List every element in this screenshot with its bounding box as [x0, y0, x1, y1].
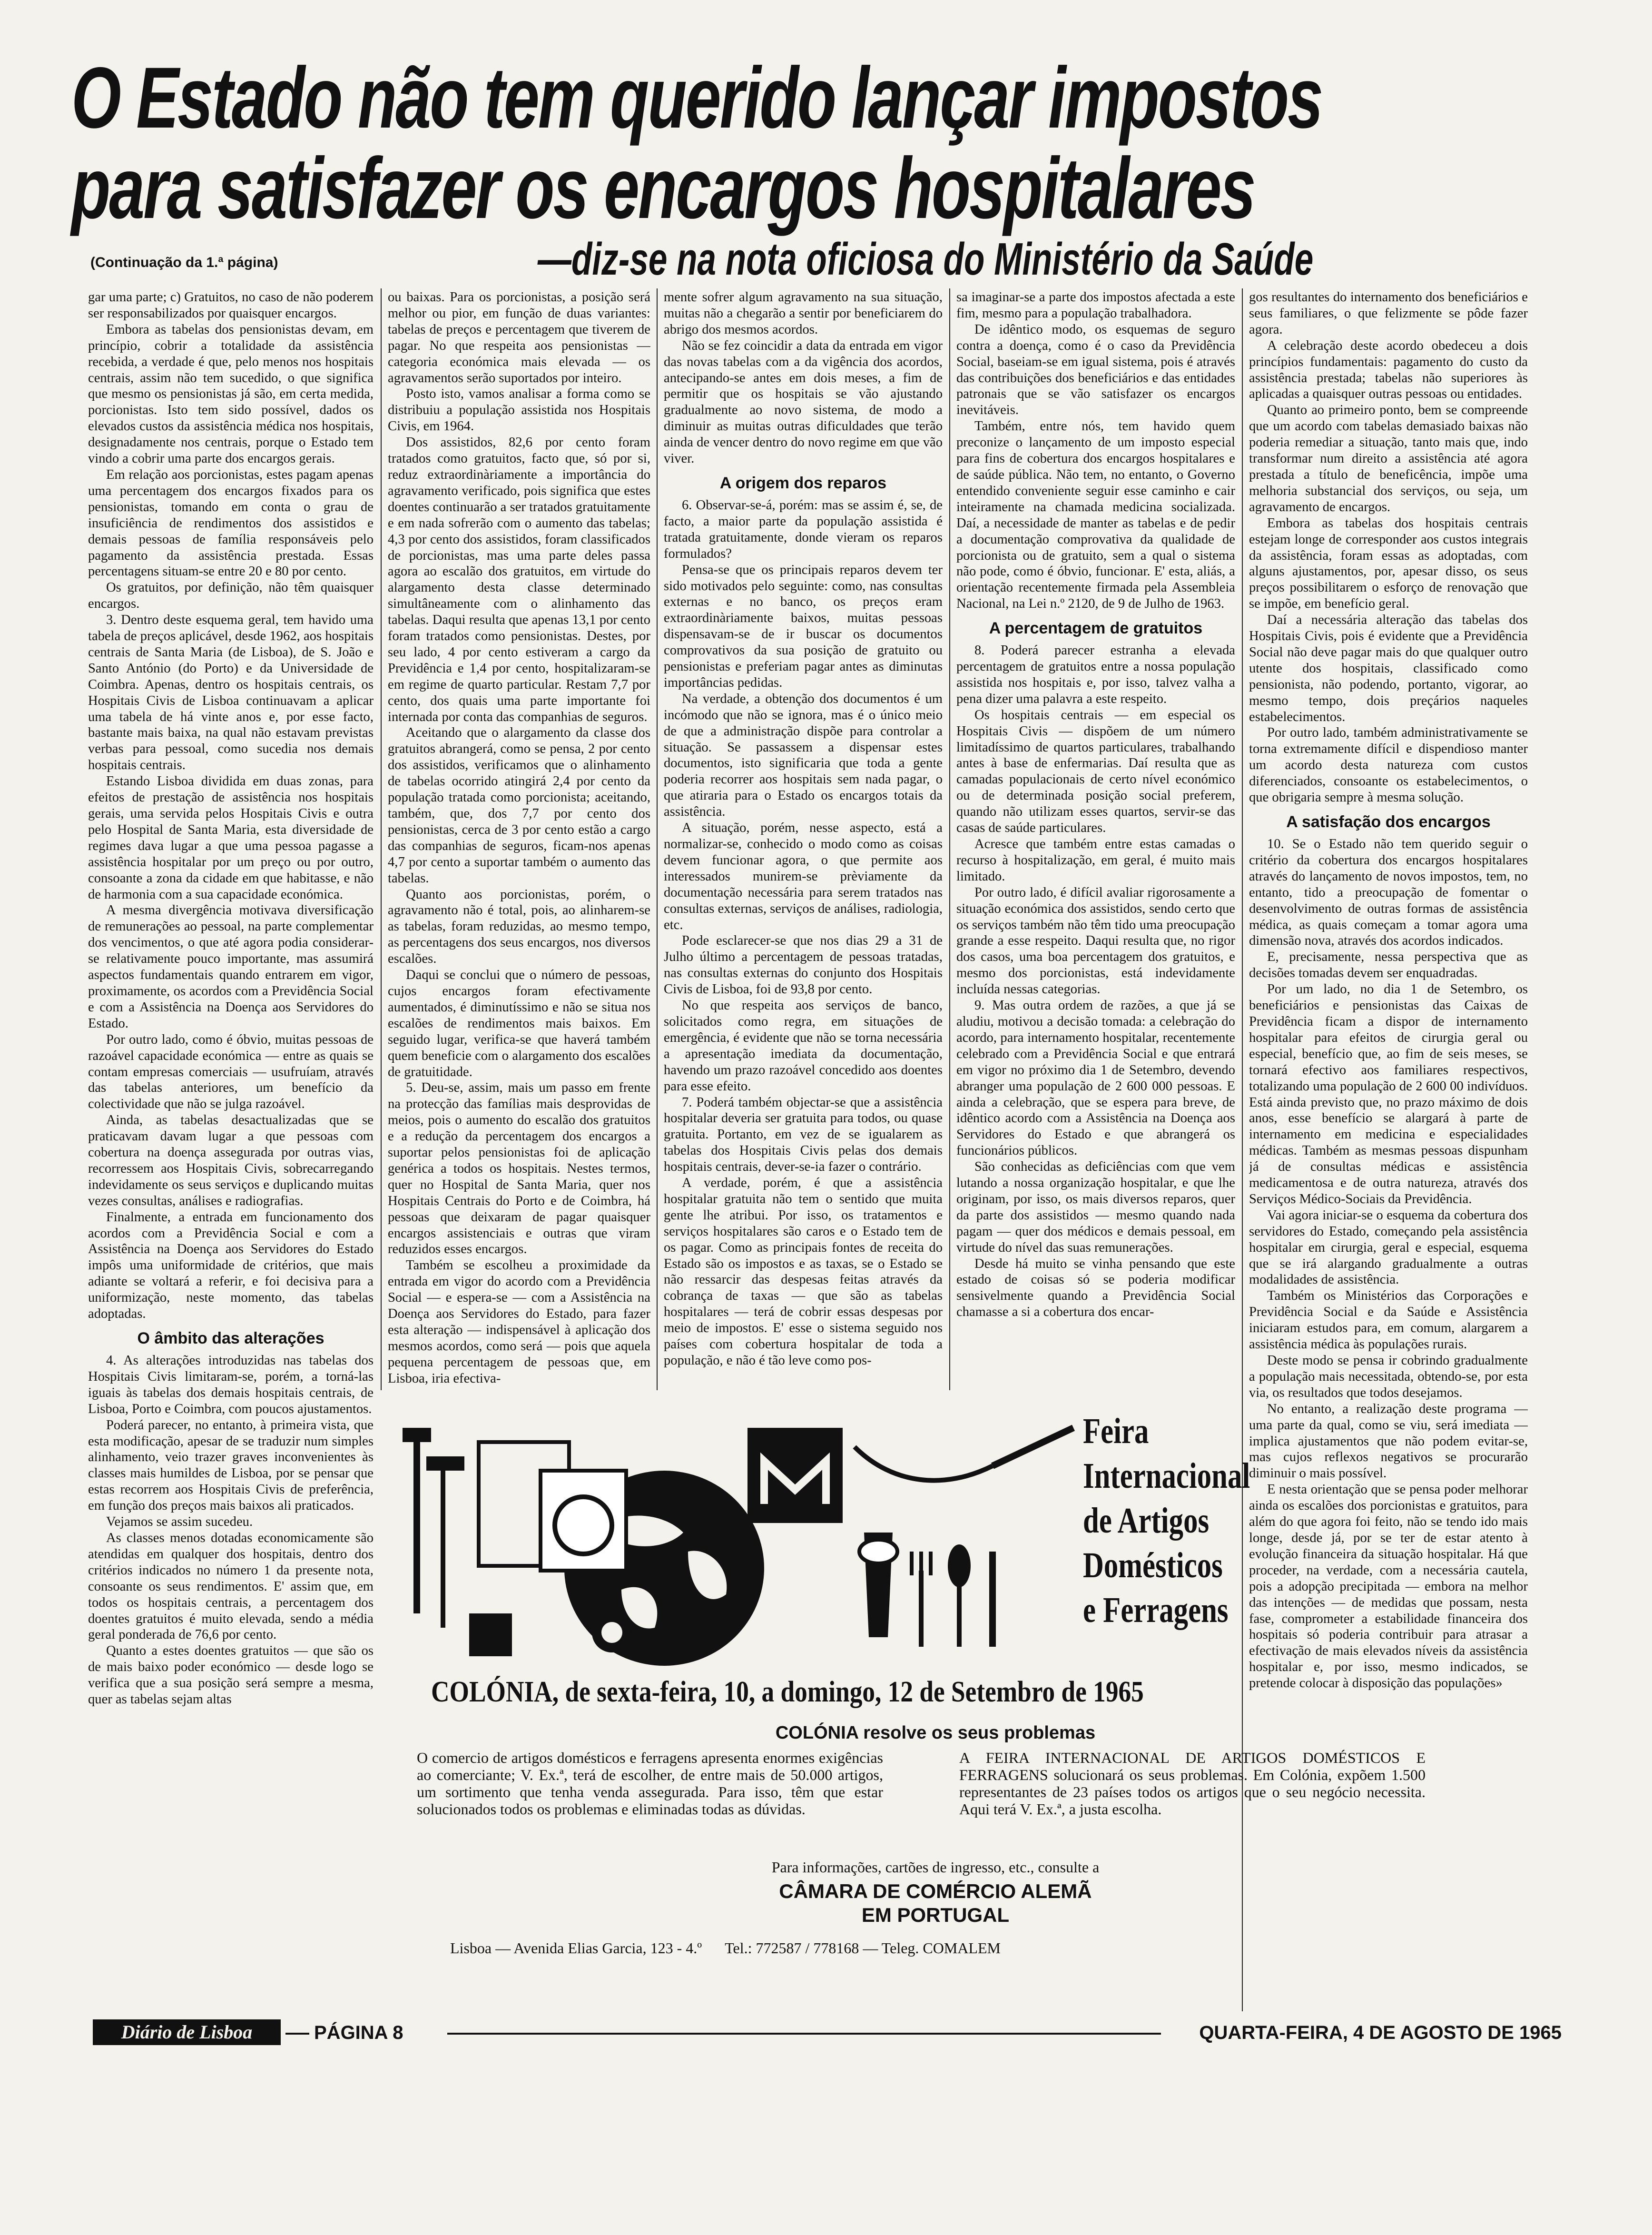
article-paragraph: Os gratuitos, por definição, não têm quaisquer encargos.: [88, 580, 374, 612]
article-paragraph: A mesma divergência motivava diversificação de remunerações ao pessoal, na parte complementar dos vencimentos, o que até agora podia considerar-se relativamente pouco importante, mas assumirá aspectos fundamentais quando entrarem em vigor, proximamente, os acordos com a Previdência Social e com a Assistência na Doença aos Servidores do Estado.: [88, 903, 374, 1031]
article-paragraph: Também, entre nós, tem havido quem preconize o lançamento de um imposto especial para fins de cobertura dos encargos hospitalares e de saúde pública. Não tem, no entanto, o Governo entendido conveniente seguir esse caminho e cair inteiramente na chamada medicina socializada. Daí, a necessidade de manter as tabelas e de pedir a documentação comprovativa da qualidade de porcionista ou de gratuito, sem a qual o sistema não pode, como é óbvio, funcionar. E' esta, aliás, a orientação recentemente firmada pela Assembleia Nacional, na Lei n.º 2120, de 9 de Julho de 1963.: [956, 419, 1235, 612]
article-paragraph: Por outro lado, também administrativamente se torna extremamente difícil e dispendioso manter um acordo desta natureza com custos diferenciados, consoante os estabelecimentos, o que obrigaria sempre à mesma solução.: [1249, 725, 1528, 805]
article-paragraph: gar uma parte; c) Gratuitos, no caso de não poderem ser responsabilizados por quaisquer encargos.: [88, 290, 374, 321]
article-paragraph: São conhecidas as deficiências com que vem lutando a nossa organização hospitalar, e que lhe originam, por isso, os mais diversos reparos, quer da parte dos assistidos — mesmo quando nada pagam — quer dos médicos e demais pessoal, em virtude do nível das suas remunerações.: [956, 1159, 1235, 1255]
section-heading: A origem dos reparos: [719, 474, 887, 492]
fair-name: Feira Internacional de Artigos Domésticos e Ferragens: [1083, 1411, 1250, 1630]
article-paragraph: 7. Poderá também objectar-se que a assistência hospitalar deveria ser gratuita para todos, ou quase gratuita. Portanto, em vez de se igualarem as tabelas dos Hospitais Civis pelas dos demais hospitais centrais, dever-se-ia fazer o contrário.: [664, 1095, 943, 1175]
article-column-1: [88, 289, 374, 2017]
fair-dates: COLÓNIA, de sexta-feira, 10, a domingo, 12 de Setembro de 1965: [431, 1676, 1144, 1708]
article-paragraph: mente sofrer algum agravamento na sua situação, muitas não a chegarão a sentir por beneficiarem do abrigo dos mesmos acordos.: [664, 290, 943, 337]
housewares-illustration: [398, 1409, 1092, 1666]
chamber-name-2: EM PORTUGAL: [861, 1904, 1010, 1926]
article-paragraph: 10. Se o Estado não tem querido seguir o critério da cobertura dos encargos hospitalares através do lançamento de novos impostos, tem, no entanto, tido a preocupação de fomentar o desenvolvimento de outras formas de assistência médica, as quais começam a tomar agora uma dimensão nova, através dos acordos indicados.: [1249, 837, 1528, 949]
article-paragraph: Desde há muito se vinha pensando que este estado de coisas só se poderia modificar sensivelmente quando a Previdência Social chamasse a si a cobertura dos encar-: [956, 1256, 1235, 1320]
article-paragraph: E nesta orientação que se pensa poder melhorar ainda os escalões dos porcionistas e gratuitos, para além do que agora foi feito, não se tendo ido mais longe, desde já, por se ter de estar atento à evolução financeira da situação hospitalar. Há que proceder, na verdade, com a necessária cautela, pois a adopção precipitada — embora na melhor das intenções — de medidas que possam, nesta fase, comprometer a estabilidade financeira dos hospitais só poderia contribuir para atrasar a efectivação de mais elevados níveis da assistência hospitalar e, por isso, mesmo indicados, se pretende colocar à disposição das populações»: [1249, 1482, 1528, 1691]
article-paragraph: A situação, porém, nesse aspecto, está a normalizar-se, conhecido o modo como as coisas devem funcionar agora, o que permite aos interessados munirem-se prèviamente da documentação necessária para serem tratados nas consultas externas, serviços de análises, radiologia, etc.: [664, 821, 943, 932]
article-paragraph: gos resultantes do internamento dos beneficiários e seus familiares, o que felizmente se pôde fazer agora.: [1249, 290, 1528, 337]
article-paragraph: Pode esclarecer-se que nos dias 29 a 31 de Julho último a percentagem de pessoas tratadas, nas consultas externas do conjunto dos Hospitais Civis de Lisboa, foi de 93,8 por cento.: [664, 933, 943, 997]
article-paragraph: 3. Dentro deste esquema geral, tem havido uma tabela de preços aplicável, desde 1962, aos hospitais centrais de Santa Maria (de Lisboa), de S. João e Santo António (do Porto) e da Universidade de Coimbra. Apenas, dentro os hospitais centrais, os Hospitais Civis de Lisboa continuavam a aplicar uma tabela de há vinte anos e, por esse facto, bastante mais baixa, na qual não estavam previstas verbas para pessoal, como sucedia nos demais hospitais centrais.: [88, 613, 374, 773]
article-paragraph: Na verdade, a obtenção dos documentos é um incómodo que não se ignora, mas é o único meio de que a administração dispõe para controlar a situação. Se passassem a dispensar estes documentos, isto significaria que toda a gente poderia recorrer aos hospitais sem nada pagar, o que atiraria para o Estado os encargos totais da assistência.: [664, 691, 943, 820]
article-paragraph: Embora as tabelas dos hospitais centrais estejam longe de corresponder aos custos integrais da assistência, foram essas as adoptadas, com alguns ajustamentos, por, apesar disso, os seus preços possibilitarem o esforço de renovação que se impõe, em benefício geral.: [1249, 515, 1528, 612]
article-paragraph: ou baixas. Para os porcionistas, a posição será melhor ou pior, em função de duas variantes: tabelas de preços e percentagem que tiverem de pagar. No que respeita aos pensionistas — categoria económica mais elevada — os agravamentos serão suportados por inteiro.: [388, 290, 650, 386]
section-heading: A satisfação dos encargos: [1286, 813, 1491, 831]
article-paragraph: Daí a necessária alteração das tabelas dos Hospitais Civis, pois é evidente que a Previdência Social não deve pagar mais do que qualquer outro utente dos hospitais, classificado como pensionista, não podendo, portanto, vigorar, ao mesmo tempo, dois preçários naqueles estabelecimentos.: [1249, 613, 1528, 724]
article-paragraph: Não se fez coincidir a data da entrada em vigor das novas tabelas com a da vigência dos acordos, antecipando-se antes em dois meses, a fim de permitir que os hospitais se vão ajustando gradualmente ao novo sistema, de modo a diminuir as muitas outras dificuldades que terão ainda de vencer dentro do novo regime em que vão viver.: [664, 338, 943, 466]
ad-contact-line: Para informações, cartões de ingresso, etc., consulte a: [771, 1859, 1100, 1876]
article-paragraph: Quanto ao primeiro ponto, bem se compreende que um acordo com tabelas demasiado baixas não poderia remediar a situação, tanto mais que, indo transformar num direito a assistência até agora prestada a título de beneficência, impõe uma melhoria substancial dos serviços, ou seja, um agravamento de encargos.: [1249, 403, 1528, 514]
issue-date: QUARTA-FEIRA, 4 DE AGOSTO DE 1965: [1199, 2022, 1562, 2043]
article-paragraph: Por um lado, no dia 1 de Setembro, os beneficiários e pensionistas das Caixas de Previdência ficam a dispor de internamento hospitalar para efeitos de cirurgia geral ou especial, benefício que, ao fim de seis meses, se tornará efectivo aos familiares respectivos, totalizando uma população de 2 600 00 indivíduos. Está ainda previsto que, no prazo máximo de dois anos, esse benefício se alargará à parte de internamento em medicina e especialidades médicas. Também as mesmas pessoas dispunham já de consultas médicas e assistência medicamentosa e de outra natureza, através dos Serviços Médico-Sociais da Previdência.: [1249, 982, 1528, 1207]
article-paragraph: Vejamos se assim sucedeu.: [106, 1514, 253, 1530]
headline-subtitle: —diz-se na nota oficiosa do Ministério da Saúde: [538, 234, 1314, 285]
footer-dash: [285, 2033, 309, 2035]
article-paragraph: Embora as tabelas dos pensionistas devam, em princípio, cobrir a totalidade da assistência recebida, a verdade é que, pelo menos nos hospitais centrais, assim não tem sucedido, o que significa que mesmo os pensionistas já são, em certa medida, porcionistas. Isto tem sido possível, dados os elevados custos da assistência médica nos hospitais, designadamente nos centrais, porque o Estado tem vindo a cobrir uma parte dos encargos gerais.: [88, 322, 374, 466]
article-paragraph: 4. As alterações introduzidas nas tabelas dos Hospitais Civis limitaram-se, porém, a torná-las iguais às tabelas dos demais hospitais centrais, de Lisboa, Porto e Coimbra, com poucos ajustamentos.: [88, 1353, 374, 1416]
article-paragraph: Pensa-se que os principais reparos devem ter sido motivados pelo seguinte: como, nas consultas externas e no banco, os preços eram extraordinàriamente baixos, muitas pessoas dispensavam-se de ir buscar os documentos comprovativos da sua posição de gratuito ou pensionistas e preferiam pagar antes as diminutas importâncias pedidas.: [664, 562, 943, 690]
section-heading: O âmbito das alterações: [137, 1329, 324, 1347]
newspaper-masthead: Diário de Lisboa: [93, 2019, 281, 2045]
article-paragraph: Daqui se conclui que o número de pessoas, cujos encargos foram efectivamente aumentados, é diminutíssimo e não se situa nos escalões de rendimentos mais baixos. Em seguido lugar, verifica-se que haverá também quem beneficie com o alargamento dos escalões de gratuitidade.: [388, 968, 650, 1079]
article-paragraph: Finalmente, a entrada em funcionamento dos acordos com a Previdência Social e com a Assistência na Doença aos Servidores do Estado impôs uma uniformidade de critérios, que mais adiante se voltará a referir, e foi decisiva para a uniformização, neste momento, das tabelas adoptadas.: [88, 1209, 374, 1322]
article-paragraph: Deste modo se pensa ir cobrindo gradualmente a população mais necessitada, obtendo-se, por esta via, os resultados que todos desejamos.: [1249, 1353, 1528, 1400]
article-column-3: [664, 289, 943, 1389]
section-heading: A percentagem de gratuitos: [989, 619, 1203, 638]
ad-text-right: A FEIRA INTERNACIONAL DE ARTIGOS DOMÉSTICOS E FERRAGENS solucionará os seus problemas. Em Colónia, expõem 1.500 representantes de 23 países todos os artigos que o seu negócio necessita. Aqui terá V. Ex.ª, a justa escolha.: [959, 1749, 1426, 1818]
page-number: PÁGINA 8: [314, 2022, 403, 2043]
bucket-icon: [469, 1613, 512, 1656]
article-paragraph: Quanto aos porcionistas, porém, o agravamento não é total, pois, ao alinharem-se as tabelas, foram reduzidas, ao mesmo tempo, as percentagens dos seus encargos, nos diversos escalões.: [388, 887, 650, 967]
article-paragraph: 9. Mas outra ordem de razões, a que já se aludiu, motivou a decisão tomada: a celebração do acordo, para internamento hospitalar, recentemente celebrado com a Previdência Social e que entrará em vigor no próximo dia 1 de Setembro, devendo abranger uma população de 2 600 000 pessoas. E ainda a celebração, que se espera para breve, de idêntico acordo com a Assistência na Doença aos Servidores do Estado e que abrangerá os funcionários públicos.: [956, 998, 1235, 1158]
article-paragraph: 5. Deu-se, assim, mais um passo em frente na protecção das famílias mais desprovidas de meios, pois o aumento do escalão dos gratuitos e a redução da percentagem dos encargos a suportar pelos pensionistas foi de aplicação genérica a todos os hospitais. Nestes termos, quer no Hospital de Santa Maria, quer nos Hospitais Centrais do Porto e de Coimbra, há pessoas que deixaram de pagar quaisquer encargos assistenciais e outras que viram reduzidos esses encargos.: [388, 1080, 650, 1257]
article-paragraph: Por outro lado, como é óbvio, muitas pessoas de razoável capacidade económica — entre as quais se contam empresas comerciais — usufruíam, através das tabelas anteriores, um benefício da colectividade que não se julga razoável.: [88, 1032, 374, 1112]
article-column-4: [956, 289, 1235, 1389]
article-paragraph: Em relação aos porcionistas, estes pagam apenas uma percentagem dos encargos fixados para os pensionistas, tomando em conta o grau de insuficiência de rendimentos dos assistidos e demais pessoas de família responsáveis pelo pagamento da assistência prestada. Essas percentagens situam-se entre 20 e 80 por cento.: [88, 467, 374, 579]
article-paragraph: Poderá parecer, no entanto, à primeira vista, que esta modificação, apesar de se traduzir num simples alinhamento, veio trazer graves inconvenientes às classes mais humildes de Lisboa, por se pensar que estas recorrem aos Hospitais Civis de preferência, em função dos preços mais baixos ali praticados.: [88, 1417, 374, 1513]
chamber-name: CÂMARA DE COMÉRCIO ALEMÃ: [779, 1880, 1092, 1902]
article-paragraph: Posto isto, vamos analisar a forma como se distribuiu a população assistida nos Hospitais Civis, em 1964.: [388, 386, 650, 434]
ad-text-left: O comercio de artigos domésticos e ferragens apresenta enormes exigências ao comerciante; V. Ex.ª, terá de escolher, de entre mais de 50.000 artigos, um sortimento que tenha venda assegurada. Para isso, têm que estar solucionados todos os problemas e eliminadas todas as dúvidas.: [417, 1749, 883, 1818]
article-paragraph: Os hospitais centrais — em especial os Hospitais Civis — dispõem de um número limitadíssimo de quartos particulares, trabalhando antes à base de enfermarias. Daí resulta que as camadas populacionais de certo nível económico ou de determinada posição social preferem, quando não utilizam esses quartos, servir-se das casas de saúde particulares.: [956, 707, 1235, 836]
headline-line-2: para satisfazer os encargos hospitalares: [71, 139, 1255, 237]
column-rule: [381, 288, 382, 1390]
article-paragraph: Quanto a estes doentes gratuitos — que são os de mais baixo poder económico — desde logo se verifica que a sua posição será sempre a mesma, quer as tabelas sejam altas: [88, 1643, 374, 1707]
article-paragraph: As classes menos dotadas economicamente são atendidas em qualquer dos hospitais, dentro dos critérios indicados no número 1 da presente nota, consoante os seus rendimentos. E' assim que, em todos os hospitais centrais, a percentagem dos doentes gratuitos é muito elevada, sendo a média geral ponderada de 76,6 por cento.: [88, 1530, 374, 1642]
article-paragraph: Ainda, as tabelas desactualizadas que se praticavam davam lugar a que pessoas com cobertura na doença assegurada por outras vias, recorressem aos Hospitais Civis, sobrecarregando indevidamente os seus serviços e duplicando muitas vezes consultas, análises e radiografias.: [88, 1113, 374, 1208]
fair-slogan: COLÓNIA resolve os seus problemas: [775, 1723, 1096, 1743]
article-paragraph: Vai agora iniciar-se o esquema da cobertura dos servidores do Estado, começando pela assistência hospitalar em cirurgia, geral e especial, esquema que se irá alargando gradualmente a outras modalidades de assistência.: [1249, 1207, 1528, 1287]
spoon-icon: [948, 1544, 971, 1587]
ad-address: Lisboa — Avenida Elias Garcia, 123 - 4.º Tel.: 772587 / 778168 — Teleg. COMALEM: [450, 1939, 1001, 1957]
article-paragraph: A celebração deste acordo obedeceu a dois princípios fundamentais: pagamento do custo da assistência prestada; tabelas não superiores às aplicadas a quaisquer outras pessoas ou entidades.: [1249, 338, 1528, 402]
article-paragraph: Dos assistidos, 82,6 por cento foram tratados como gratuitos, facto que, só por si, reduz extraordinàriamente a importância do agravamento verificado, pois significa que estes doentes continuarão a ser tratados gratuitamente e em nada sofrerão com o aumento das tabelas; 4,3 por cento dos assistidos, foram classificados de porcionistas, mas uma parte deles passa agora ao escalão dos gratuitos, em virtude do alargamento desta classe determinado simultâneamente com o alinhamento das tabelas. Daqui resulta que apenas 13,1 por cento foram tratados como pensionistas. Destes, por seu lado, 4 por cento estiveram a cargo da Previdência e 1,4 por cento, hospitalizaram-se em regime de quarto particular. Restam 7,7 por cento, dos quais uma parte importante foi internada por conta das companhias de seguros.: [388, 435, 650, 724]
article-paragraph: 6. Observar-se-á, porém: mas se assim é, se, de facto, a maior parte da população assistida é tratada gratuitamente, donde vieram os reparos formulados?: [664, 497, 943, 561]
article-paragraph: Acresce que também entre estas camadas o recurso à hospitalização, em geral, é muito mais limitado.: [956, 837, 1235, 884]
article-paragraph: Aceitando que o alargamento da classe dos gratuitos abrangerá, como se pensa, 2 por cento dos assistidos, verificamos que o alinhamento de tabelas ocorrido atingirá 2,4 por cento da população tratada como porcionista; aceitando, também, que, dos 7,7 por cento dos pensionistas, cerca de 3 por cento estão a cargo das companhias de seguros, ficam-nos apenas 4,7 por cento a suportar também o aumento das tabelas.: [388, 725, 650, 886]
article-paragraph: Também os Ministérios das Corporações e Previdência Social e da Saúde e Assistência iniciaram estudos para, em comum, alargarem a assistência médica às populações rurais.: [1249, 1288, 1528, 1352]
article-paragraph: Por outro lado, é difícil avaliar rigorosamente a situação económica dos assistidos, sendo certo que os serviços também não têm tido uma preocupação grande a esse respeito. Daqui resulta que, no rigor dos casos, uma boa percentagem dos gratuitos, e mesmo dos porcionistas, está indevidamente incluída nessas categorias.: [956, 885, 1235, 997]
article-paragraph: A verdade, porém, é que a assistência hospitalar gratuita não tem o sentido que muita gente lhe atribui. Por isso, os tratamentos e serviços hospitalares são caros e o Estado tem de os pagar. Como as principais fontes de receita do Estado são os impostos e as taxas, se o Estado se não ressarcir das despesas feitas através da cobrança de taxas — que são as tabelas hospitalares — terá de cobrir essas despesas por meio de impostos. E' esse o sistema seguido nos países com cobertura hospitalar de toda a população, e não é tão leve como pos-: [664, 1176, 943, 1368]
advertisement: [398, 1409, 1473, 1999]
column-rule: [657, 288, 658, 1390]
footer-rule: [447, 2033, 1161, 2035]
column-rule: [949, 288, 950, 1390]
page-footer: [0, 2019, 1652, 2048]
article-paragraph: sa imaginar-se a parte dos impostos afectada a este fim, mesmo para a população trabalhadora.: [956, 290, 1235, 321]
headline-line-1: O Estado não tem querido lançar impostos: [71, 49, 1322, 146]
article-paragraph: De idêntico modo, os esquemas de seguro contra a doença, como é o caso da Previdência Social, baseiam-se em igual sistema, pois é através das contribuições dos beneficiários e das entidades patronais que se vão satisfazer os encargos inevitáveis.: [956, 322, 1235, 418]
article-paragraph: 8. Poderá parecer estranha a elevada percentagem de gratuitos entre a nossa população assistida nos hospitais e, por isso, talvez valha a pena dizer uma palavra a este respeito.: [956, 643, 1235, 706]
article-column-2: [388, 289, 650, 1389]
article-paragraph: No entanto, a realização deste programa — uma parte da qual, como se viu, será imediata — implica ajustamentos que não podem evitar-se, mas cujos reflexos negativos se procurarão diminuir o mais possível.: [1249, 1401, 1528, 1481]
article-paragraph: E, precisamente, nessa perspectiva que as decisões tomadas devem ser enquadradas.: [1249, 949, 1528, 981]
article-paragraph: No que respeita aos serviços de banco, solicitados como regra, em situações de emergência, é evidente que não se torna necessária a apresentação imediata da documentação, havendo um prazo razoável concedido aos doentes para esse efeito.: [664, 998, 943, 1094]
continuation-note: (Continuação da 1.ª página): [90, 255, 278, 270]
article-paragraph: Estando Lisboa dividida em duas zonas, para efeitos de prestação de assistência nos hospitais gerais, uma servida pelos Hospitais Civis e outra pelo Hospital de Santa Maria, esta diversidade de regimes dava lugar a que uma pessoa pagasse a assistência hospitalar por um preço ou por outro, consoante a zona da cidade em que habitasse, e não de harmonia com a sua capacidade económica.: [88, 774, 374, 902]
article-paragraph: Também se escolheu a proximidade da entrada em vigor do acordo com a Previdência Social — e espera-se — com a Assistência na Doença aos Servidores do Estado, para fazer esta alteração — indispensável à aplicação dos mesmos acordos, como será — pois que aquela pequena percentagem de pessoas que, em Lisboa, iria efectiva-: [388, 1258, 650, 1386]
